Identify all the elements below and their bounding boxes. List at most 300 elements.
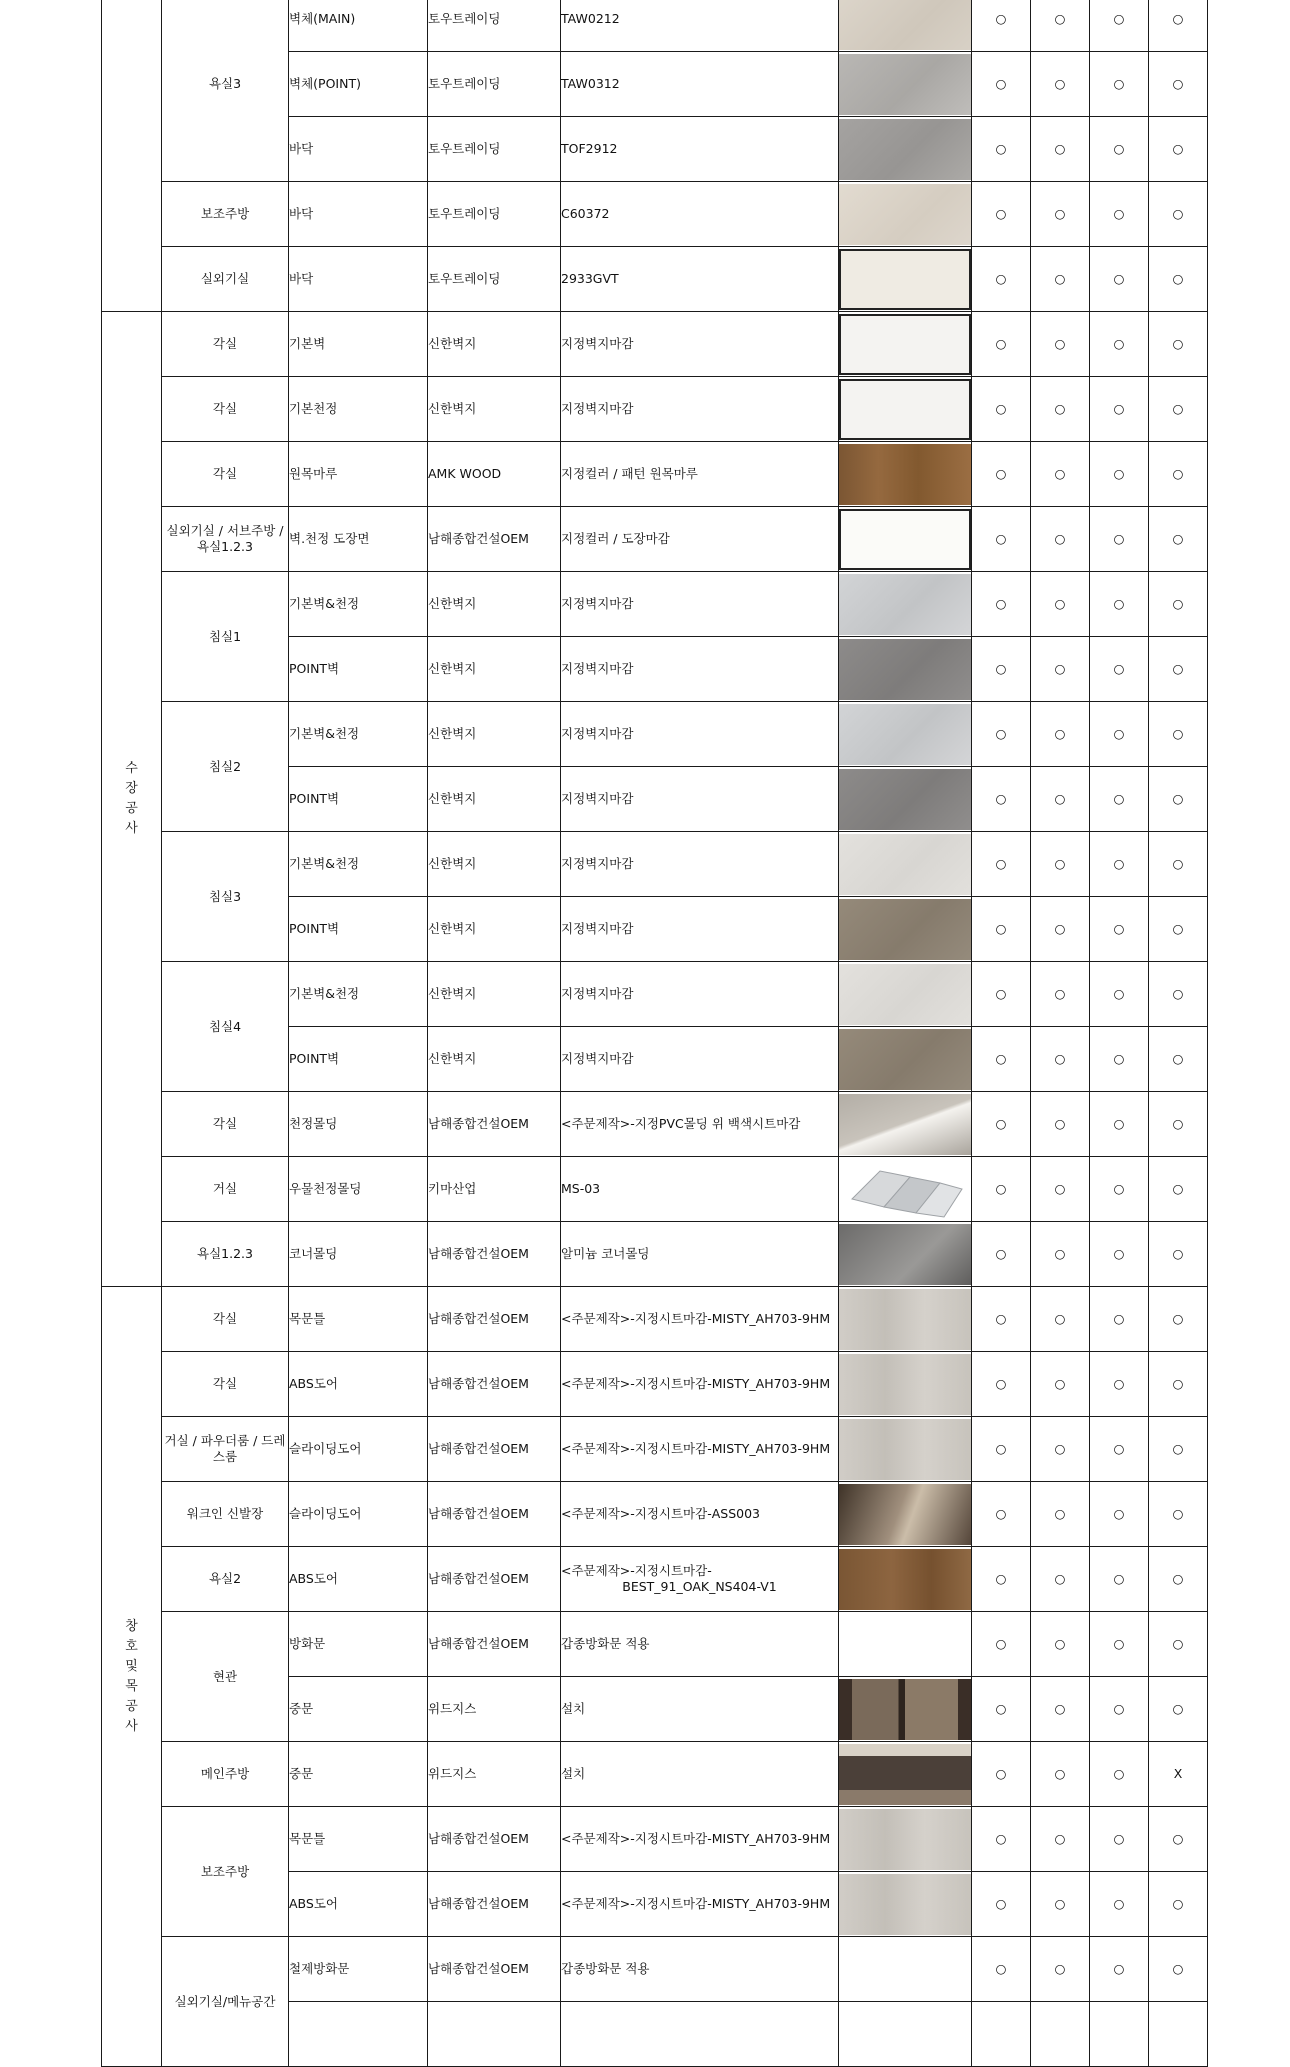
room-cell: 욕실1.2.3 <box>162 1222 289 1287</box>
check-mark-cell: ○ <box>1090 52 1149 117</box>
maker-cell: 남해종합건설OEM <box>428 1547 561 1612</box>
spec-cell: C60372 <box>561 182 839 247</box>
spec-cell: <주문제작>-지정시트마감-MISTY_AH703-9HM <box>561 1807 839 1872</box>
swatch-cell <box>839 832 972 897</box>
table-row <box>102 572 1208 637</box>
check-mark-cell: ○ <box>1031 1287 1090 1352</box>
maker-cell: 신한벽지 <box>428 702 561 767</box>
material-swatch <box>839 769 971 830</box>
check-mark-cell: ○ <box>1090 767 1149 832</box>
swatch-cell <box>839 117 972 182</box>
material-swatch <box>839 184 971 245</box>
part-cell: 중문 <box>289 1677 428 1742</box>
check-mark-cell: ○ <box>1090 962 1149 1027</box>
table-row <box>102 0 1208 52</box>
check-mark-cell: ○ <box>1090 507 1149 572</box>
material-swatch <box>839 1809 971 1870</box>
check-mark-cell: ○ <box>1149 832 1208 897</box>
maker-cell: 남해종합건설OEM <box>428 507 561 572</box>
check-mark-cell: ○ <box>1090 897 1149 962</box>
swatch-cell <box>839 1677 972 1742</box>
spec-line-1: <주문제작>-지정시트마감- <box>561 1563 712 1578</box>
check-mark-cell: ○ <box>1090 1482 1149 1547</box>
check-mark-cell: ○ <box>1090 182 1149 247</box>
check-mark-cell: ○ <box>1149 1612 1208 1677</box>
maker-cell: 위드지스 <box>428 1742 561 1807</box>
swatch-cell <box>839 507 972 572</box>
check-mark-cell: ○ <box>972 832 1031 897</box>
spec-cell: 지정벽지마감 <box>561 377 839 442</box>
spec-cell: 갑종방화문 적용 <box>561 1937 839 2002</box>
maker-cell: 남해종합건설OEM <box>428 1417 561 1482</box>
check-mark-cell: ○ <box>972 1417 1031 1482</box>
swatch-cell <box>839 1482 972 1547</box>
spec-cell: 설치 <box>561 1742 839 1807</box>
room-cell: 각실 <box>162 1352 289 1417</box>
room-cell: 욕실3 <box>162 0 289 182</box>
part-cell: POINT벽 <box>289 767 428 832</box>
check-mark-cell: ○ <box>972 117 1031 182</box>
swatch-cell <box>839 1937 972 2002</box>
check-mark-cell: ○ <box>1090 247 1149 312</box>
swatch-cell <box>839 897 972 962</box>
check-mark-cell: ○ <box>1031 442 1090 507</box>
part-cell: 슬라이딩도어 <box>289 1417 428 1482</box>
material-swatch <box>839 1354 971 1415</box>
room-cell: 보조주방 <box>162 1807 289 1937</box>
check-mark-cell: ○ <box>1090 1872 1149 1937</box>
spec-cell: <주문제작>-지정시트마감-ASS003 <box>561 1482 839 1547</box>
category-label: 창호및목공사 <box>125 1618 138 1734</box>
spec-cell: 지정컬러 / 도장마감 <box>561 507 839 572</box>
swatch-cell <box>839 1222 972 1287</box>
room-cell: 거실 / 파우더룸 / 드레스룸 <box>162 1417 289 1482</box>
swatch-cell <box>839 0 972 52</box>
table-row <box>102 442 1208 507</box>
check-mark-cell: ○ <box>1031 1482 1090 1547</box>
material-swatch <box>839 1874 971 1935</box>
maker-cell: 토우트레이딩 <box>428 52 561 117</box>
material-swatch <box>839 1094 971 1155</box>
check-mark-cell: ○ <box>1031 1742 1090 1807</box>
check-mark-cell: ○ <box>1149 1027 1208 1092</box>
check-mark-cell: ○ <box>1031 312 1090 377</box>
check-mark-cell: ○ <box>1149 1937 1208 2002</box>
material-swatch <box>839 1744 971 1805</box>
check-mark-cell: ○ <box>1149 1352 1208 1417</box>
check-mark-cell <box>1031 2002 1090 2067</box>
part-cell: POINT벽 <box>289 1027 428 1092</box>
check-mark-cell: ○ <box>972 1157 1031 1222</box>
room-cell: 각실 <box>162 1287 289 1352</box>
material-swatch <box>839 639 971 700</box>
check-mark-cell: ○ <box>972 1547 1031 1612</box>
swatch-cell <box>839 1287 972 1352</box>
check-mark-cell <box>972 2002 1031 2067</box>
part-cell: 기본벽&천정 <box>289 832 428 897</box>
spec-cell: <주문제작>-지정시트마감-MISTY_AH703-9HM <box>561 1872 839 1937</box>
part-cell: 중문 <box>289 1742 428 1807</box>
material-swatch <box>839 314 971 375</box>
check-mark-cell: ○ <box>1031 1157 1090 1222</box>
maker-cell: 신한벽지 <box>428 832 561 897</box>
check-mark-cell: ○ <box>1149 702 1208 767</box>
check-mark-cell: ○ <box>1090 1092 1149 1157</box>
check-mark-cell: ○ <box>1149 312 1208 377</box>
check-mark-cell: ○ <box>1149 1092 1208 1157</box>
check-mark-cell <box>1090 2002 1149 2067</box>
table-row <box>102 1222 1208 1287</box>
check-mark-cell: ○ <box>1031 247 1090 312</box>
maker-cell: 남해종합건설OEM <box>428 1352 561 1417</box>
check-mark-cell: ○ <box>1031 1352 1090 1417</box>
check-mark-cell: ○ <box>972 1287 1031 1352</box>
part-cell: 천정몰딩 <box>289 1092 428 1157</box>
swatch-cell <box>839 767 972 832</box>
maker-cell: 남해종합건설OEM <box>428 1612 561 1677</box>
check-mark-cell: ○ <box>972 637 1031 702</box>
material-swatch <box>839 379 971 440</box>
room-cell: 실외기실/메뉴공간 <box>162 1937 289 2067</box>
maker-cell: 남해종합건설OEM <box>428 1222 561 1287</box>
molding-profile-icon <box>839 1159 971 1220</box>
check-mark-cell: ○ <box>972 0 1031 52</box>
swatch-cell <box>839 377 972 442</box>
spec-cell: 갑종방화문 적용 <box>561 1612 839 1677</box>
maker-cell: 신한벽지 <box>428 312 561 377</box>
material-swatch <box>839 2004 971 2065</box>
swatch-cell <box>839 312 972 377</box>
swatch-cell <box>839 1027 972 1092</box>
room-cell: 각실 <box>162 377 289 442</box>
part-cell: ABS도어 <box>289 1352 428 1417</box>
room-cell: 욕실2 <box>162 1547 289 1612</box>
check-mark-cell: ○ <box>972 1222 1031 1287</box>
check-mark-cell: ○ <box>1149 377 1208 442</box>
table-row <box>102 1287 1208 1352</box>
maker-cell: 토우트레이딩 <box>428 182 561 247</box>
check-mark-cell: ○ <box>972 767 1031 832</box>
check-mark-cell: ○ <box>1149 182 1208 247</box>
room-cell: 워크인 신발장 <box>162 1482 289 1547</box>
spec-cell: 2933GVT <box>561 247 839 312</box>
check-mark-cell: ○ <box>1031 1027 1090 1092</box>
check-mark-cell: ○ <box>1090 117 1149 182</box>
part-cell: 벽체(POINT) <box>289 52 428 117</box>
check-mark-cell: ○ <box>1031 572 1090 637</box>
part-cell: 벽체(MAIN) <box>289 0 428 52</box>
check-mark-cell: ○ <box>1090 442 1149 507</box>
table-row <box>102 1547 1208 1612</box>
material-swatch <box>839 1484 971 1545</box>
maker-cell: 남해종합건설OEM <box>428 1287 561 1352</box>
category-cell <box>102 312 162 1287</box>
check-mark-cell: ○ <box>1090 1157 1149 1222</box>
check-mark-cell: ○ <box>1149 1547 1208 1612</box>
spec-cell: 지정벽지마감 <box>561 897 839 962</box>
spec-line-2: BEST_91_OAK_NS404-V1 <box>622 1579 777 1594</box>
check-mark-cell <box>1149 2002 1208 2067</box>
check-mark-cell: ○ <box>972 52 1031 117</box>
check-mark-cell: ○ <box>1031 1547 1090 1612</box>
spec-cell: TOF2912 <box>561 117 839 182</box>
check-mark-cell: ○ <box>1090 702 1149 767</box>
check-mark-cell: ○ <box>1031 962 1090 1027</box>
material-swatch <box>839 704 971 765</box>
material-swatch <box>839 1224 971 1285</box>
check-mark-cell: ○ <box>1090 1287 1149 1352</box>
spec-cell: 지정벽지마감 <box>561 832 839 897</box>
part-cell: 바닥 <box>289 247 428 312</box>
maker-cell: 남해종합건설OEM <box>428 1937 561 2002</box>
check-mark-cell: ○ <box>1149 1157 1208 1222</box>
check-mark-cell: ○ <box>1090 1677 1149 1742</box>
room-cell: 보조주방 <box>162 182 289 247</box>
part-cell: 원목마루 <box>289 442 428 507</box>
part-cell: 철제방화문 <box>289 1937 428 2002</box>
room-cell: 침실1 <box>162 572 289 702</box>
table-row <box>102 702 1208 767</box>
finish-schedule-table <box>101 0 1208 2067</box>
table-row <box>102 832 1208 897</box>
check-mark-cell: ○ <box>972 507 1031 572</box>
check-mark-cell: ○ <box>972 897 1031 962</box>
table-row <box>102 1352 1208 1417</box>
swatch-cell <box>839 1352 972 1417</box>
check-mark-cell: ○ <box>1090 377 1149 442</box>
room-cell: 침실3 <box>162 832 289 962</box>
check-mark-cell: ○ <box>1031 702 1090 767</box>
material-swatch <box>839 54 971 115</box>
table-row <box>102 1937 1208 2002</box>
room-cell: 거실 <box>162 1157 289 1222</box>
room-cell: 메인주방 <box>162 1742 289 1807</box>
material-swatch <box>839 964 971 1025</box>
check-mark-cell: ○ <box>1031 1807 1090 1872</box>
table-row <box>102 1157 1208 1222</box>
maker-cell: 토우트레이딩 <box>428 247 561 312</box>
spec-cell: 지정벽지마감 <box>561 1027 839 1092</box>
maker-cell <box>428 2002 561 2067</box>
part-cell: 기본벽 <box>289 312 428 377</box>
check-mark-cell: ○ <box>1031 1612 1090 1677</box>
check-mark-cell: ○ <box>1031 767 1090 832</box>
spec-cell: MS-03 <box>561 1157 839 1222</box>
check-mark-cell: ○ <box>972 1092 1031 1157</box>
check-mark-cell: ○ <box>1031 832 1090 897</box>
swatch-cell <box>839 1092 972 1157</box>
swatch-cell <box>839 442 972 507</box>
material-swatch <box>839 0 971 50</box>
spec-cell: 지정컬러 / 패턴 원목마루 <box>561 442 839 507</box>
check-mark-cell: ○ <box>1031 377 1090 442</box>
spec-cell: 지정벽지마감 <box>561 572 839 637</box>
part-cell: 방화문 <box>289 1612 428 1677</box>
spec-cell: 지정벽지마감 <box>561 962 839 1027</box>
part-cell: 기본벽&천정 <box>289 962 428 1027</box>
room-cell: 각실 <box>162 1092 289 1157</box>
check-mark-cell: ○ <box>1090 1937 1149 2002</box>
table-row <box>102 247 1208 312</box>
material-swatch <box>839 444 971 505</box>
part-cell: POINT벽 <box>289 637 428 702</box>
check-mark-cell: ○ <box>972 1937 1031 2002</box>
spec-cell: TAW0212 <box>561 0 839 52</box>
check-mark-cell: ○ <box>1031 1417 1090 1482</box>
swatch-cell <box>839 1417 972 1482</box>
check-mark-cell: ○ <box>972 1482 1031 1547</box>
table-row <box>102 1482 1208 1547</box>
check-mark-cell: ○ <box>1090 1027 1149 1092</box>
part-cell: POINT벽 <box>289 897 428 962</box>
check-mark-cell: ○ <box>1031 0 1090 52</box>
swatch-cell <box>839 2002 972 2067</box>
spec-cell: TAW0312 <box>561 52 839 117</box>
spec-cell: <주문제작>-지정시트마감-MISTY_AH703-9HM <box>561 1287 839 1352</box>
check-mark-cell: ○ <box>972 1612 1031 1677</box>
check-mark-cell: X <box>1149 1742 1208 1807</box>
check-mark-cell: ○ <box>1090 1612 1149 1677</box>
check-mark-cell: ○ <box>1149 507 1208 572</box>
spec-cell: 지정벽지마감 <box>561 767 839 832</box>
maker-cell: 토우트레이딩 <box>428 117 561 182</box>
maker-cell: 신한벽지 <box>428 897 561 962</box>
table-row <box>102 1807 1208 1872</box>
check-mark-cell: ○ <box>1031 637 1090 702</box>
check-mark-cell: ○ <box>1149 1417 1208 1482</box>
table-row <box>102 312 1208 377</box>
check-mark-cell: ○ <box>1149 1872 1208 1937</box>
room-cell: 각실 <box>162 442 289 507</box>
part-cell: ABS도어 <box>289 1547 428 1612</box>
material-swatch <box>839 119 971 180</box>
room-cell: 실외기실 <box>162 247 289 312</box>
swatch-cell <box>839 962 972 1027</box>
maker-cell: AMK WOOD <box>428 442 561 507</box>
check-mark-cell: ○ <box>972 1027 1031 1092</box>
part-cell: 우물천정몰딩 <box>289 1157 428 1222</box>
check-mark-cell: ○ <box>1149 1222 1208 1287</box>
material-swatch <box>839 1029 971 1090</box>
part-cell <box>289 2002 428 2067</box>
material-swatch <box>839 1419 971 1480</box>
check-mark-cell: ○ <box>1090 1352 1149 1417</box>
room-cell: 현관 <box>162 1612 289 1742</box>
part-cell: ABS도어 <box>289 1872 428 1937</box>
check-mark-cell: ○ <box>1149 637 1208 702</box>
material-swatch <box>839 1614 971 1675</box>
check-mark-cell: ○ <box>1149 52 1208 117</box>
check-mark-cell: ○ <box>1031 1872 1090 1937</box>
spec-cell <box>561 1547 839 1612</box>
check-mark-cell: ○ <box>1090 1742 1149 1807</box>
check-mark-cell: ○ <box>1031 1937 1090 2002</box>
material-swatch <box>839 899 971 960</box>
part-cell: 기본벽&천정 <box>289 702 428 767</box>
check-mark-cell: ○ <box>1090 832 1149 897</box>
check-mark-cell: ○ <box>972 442 1031 507</box>
maker-cell: 남해종합건설OEM <box>428 1482 561 1547</box>
swatch-cell <box>839 52 972 117</box>
part-cell: 벽.천정 도장면 <box>289 507 428 572</box>
swatch-cell <box>839 637 972 702</box>
material-swatch <box>839 1679 971 1740</box>
check-mark-cell: ○ <box>1149 962 1208 1027</box>
part-cell: 바닥 <box>289 117 428 182</box>
spec-cell: 설치 <box>561 1677 839 1742</box>
check-mark-cell: ○ <box>1031 897 1090 962</box>
material-swatch <box>839 834 971 895</box>
maker-cell: 남해종합건설OEM <box>428 1092 561 1157</box>
swatch-cell <box>839 1612 972 1677</box>
check-mark-cell: ○ <box>972 1742 1031 1807</box>
material-swatch <box>839 1159 971 1220</box>
check-mark-cell: ○ <box>1031 1092 1090 1157</box>
check-mark-cell: ○ <box>1149 442 1208 507</box>
swatch-cell <box>839 702 972 767</box>
room-cell: 각실 <box>162 312 289 377</box>
maker-cell: 신한벽지 <box>428 1027 561 1092</box>
check-mark-cell: ○ <box>1149 1287 1208 1352</box>
check-mark-cell: ○ <box>972 702 1031 767</box>
room-cell: 실외기실 / 서브주방 / 욕실1.2.3 <box>162 507 289 572</box>
spec-cell: 지정벽지마감 <box>561 702 839 767</box>
material-swatch <box>839 574 971 635</box>
check-mark-cell: ○ <box>972 247 1031 312</box>
table-row <box>102 507 1208 572</box>
check-mark-cell: ○ <box>1090 0 1149 52</box>
check-mark-cell: ○ <box>1149 117 1208 182</box>
check-mark-cell: ○ <box>1149 767 1208 832</box>
maker-cell: 남해종합건설OEM <box>428 1872 561 1937</box>
swatch-cell <box>839 247 972 312</box>
table-row <box>102 182 1208 247</box>
spec-cell: 알미늄 코너몰딩 <box>561 1222 839 1287</box>
check-mark-cell: ○ <box>1090 1417 1149 1482</box>
check-mark-cell: ○ <box>1149 247 1208 312</box>
check-mark-cell: ○ <box>1090 1547 1149 1612</box>
table-row <box>102 1417 1208 1482</box>
check-mark-cell: ○ <box>1031 507 1090 572</box>
check-mark-cell: ○ <box>1031 117 1090 182</box>
table-row <box>102 1612 1208 1677</box>
material-swatch <box>839 1289 971 1350</box>
check-mark-cell: ○ <box>1149 1677 1208 1742</box>
check-mark-cell: ○ <box>1090 1222 1149 1287</box>
check-mark-cell: ○ <box>1031 1222 1090 1287</box>
swatch-cell <box>839 1547 972 1612</box>
spec-cell: <주문제작>-지정시트마감-MISTY_AH703-9HM <box>561 1417 839 1482</box>
spec-cell: <주문제작>-지정PVC몰딩 위 백색시트마감 <box>561 1092 839 1157</box>
material-swatch <box>839 249 971 310</box>
spec-cell: 지정벽지마감 <box>561 637 839 702</box>
maker-cell: 신한벽지 <box>428 637 561 702</box>
maker-cell: 키마산업 <box>428 1157 561 1222</box>
category-cell <box>102 1287 162 2067</box>
maker-cell: 신한벽지 <box>428 572 561 637</box>
maker-cell: 위드지스 <box>428 1677 561 1742</box>
part-cell: 목문틀 <box>289 1287 428 1352</box>
check-mark-cell: ○ <box>1090 572 1149 637</box>
check-mark-cell: ○ <box>1149 897 1208 962</box>
maker-cell: 신한벽지 <box>428 767 561 832</box>
spec-cell: <주문제작>-지정시트마감-MISTY_AH703-9HM <box>561 1352 839 1417</box>
check-mark-cell: ○ <box>972 1872 1031 1937</box>
material-swatch <box>839 1939 971 2000</box>
category-label: 수장공사 <box>125 761 138 836</box>
maker-cell: 남해종합건설OEM <box>428 1807 561 1872</box>
spec-cell <box>561 2002 839 2067</box>
